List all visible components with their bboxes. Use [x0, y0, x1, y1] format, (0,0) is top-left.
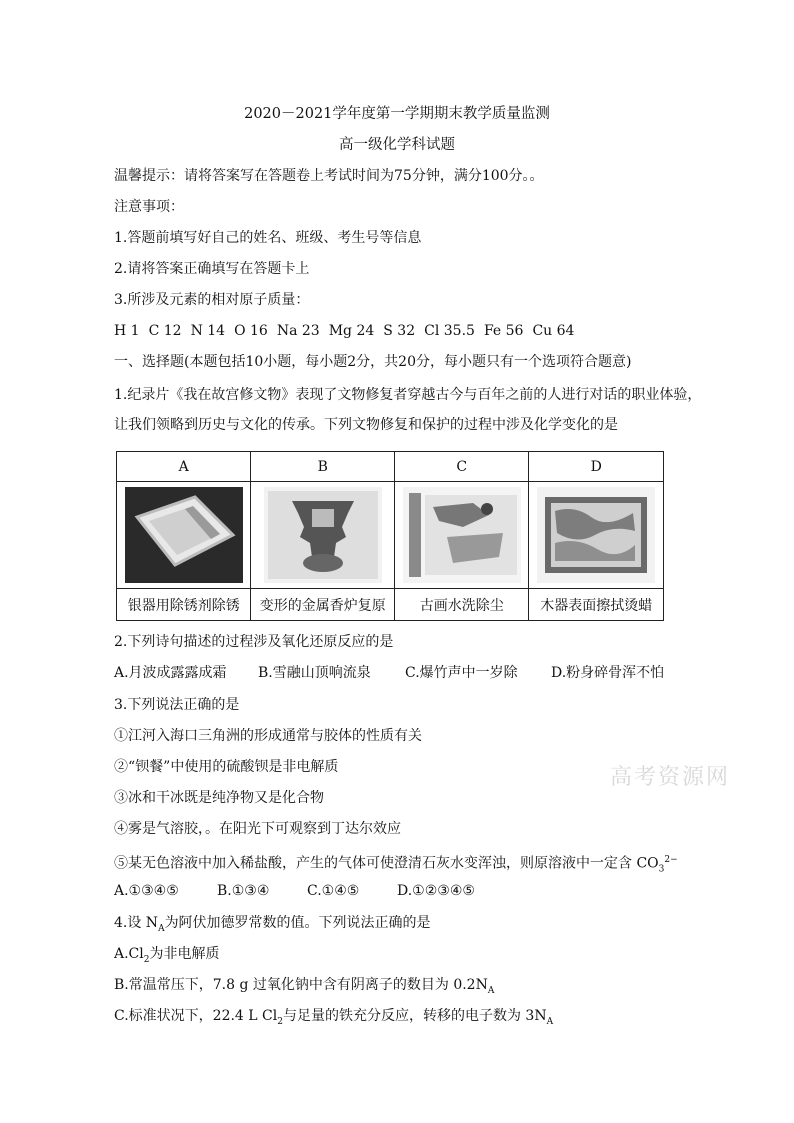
option-caption-b: 变形的金属香炉复原 — [251, 589, 395, 621]
q3-option-a: A.①③④⑤ — [114, 883, 179, 899]
q2-option-c: C.爆竹声中一岁除 — [405, 665, 518, 681]
atomic-mass-item: Mg 24 — [328, 323, 375, 339]
atomic-mass-item: C 12 — [148, 323, 182, 339]
q3-statement-5: ⑤某无色溶液中加入稀盐酸，产生的气体可使澄清石灰水变浑浊，则原溶液中一定含 $CO_3^{2-}$ — [114, 855, 678, 875]
atomic-mass-item: Na 23 — [276, 323, 320, 339]
exam-subtitle: 高一级化学科试题 — [339, 137, 455, 153]
q3-option-b: B.①③④ — [217, 883, 270, 899]
notice-tip: 温馨提示：请将答案写在答题卷上考试时间为75分钟，满分100分。。 — [114, 168, 544, 184]
q4-option-c: C.标准状况下，22.4 L $Cl_2$与足量的铁充分反应，转移的电子数为 $3N_A$ — [114, 1008, 554, 1027]
option-header-a: A — [117, 452, 251, 482]
atomic-mass-item: Fe 56 — [483, 323, 524, 339]
atomic-mass-item: N 14 — [190, 323, 226, 339]
q3-stem: 3.下列说法正确的是 — [114, 697, 240, 713]
atomic-mass-item: H 1 — [114, 323, 140, 339]
notice-item-2: 2.请将答案正确填写在答题卡上 — [114, 261, 310, 277]
option-header-d: D — [529, 452, 664, 482]
option-header-b: B — [251, 452, 395, 482]
atomic-mass-item: O 16 — [234, 323, 268, 339]
wooden-object-photo — [537, 487, 655, 583]
q4-stem: 4.设 $N_A$为阿伏加德罗常数的值。下列说法正确的是 — [114, 915, 431, 934]
q3-statement-4: ④雾是气溶胶，。在阳光下可观察到丁达尔效应 — [114, 821, 401, 837]
section-heading: 一、选择题(本题包括10小题，每小题2分，共20分，每小题只有一个选项符合题意) — [114, 354, 632, 370]
option-caption-a: 银器用除锈剂除锈 — [117, 589, 251, 621]
option-caption-c: 古画水洗除尘 — [395, 589, 529, 621]
option-header-c: C — [395, 452, 529, 482]
notice-heading: 注意事项： — [114, 199, 184, 215]
q2-option-b: B.雪融山顶响流泉 — [258, 665, 371, 681]
silverware-photo — [125, 487, 243, 583]
q3-option-c: C.①④⑤ — [307, 883, 360, 899]
notice-item-1: 1.答题前填写好自己的姓名、班级、考生号等信息 — [114, 230, 422, 246]
incense-burner-photo — [264, 487, 382, 583]
q1-stem-line2: 让我们领略到历史与文化的传承。下列文物修复和保护的过程中涉及化学变化的是 — [114, 417, 618, 433]
q3-option-d: D.①②③④⑤ — [397, 883, 475, 899]
atomic-mass-item: S 32 — [383, 323, 416, 339]
q3-statement-3: ③冰和干冰既是纯净物又是化合物 — [114, 790, 324, 806]
artifact-table — [116, 451, 664, 621]
q2-option-d: D.粉身碎骨浑不怕 — [551, 665, 665, 681]
q3-statement-2: ②“钡餐”中使用的硫酸钡是非电解质 — [114, 759, 339, 775]
exam-title: 2020－2021学年度第一学期期末教学质量监测 — [244, 106, 550, 122]
q4-option-a: $A.Cl_2$为非电解质 — [114, 946, 220, 965]
notice-item-3: 3.所涉及元素的相对原子质量： — [114, 292, 310, 308]
q3-statement-1: ①江河入海口三角洲的形成通常与胶体的性质有关 — [114, 728, 422, 744]
atomic-mass-list — [114, 321, 583, 341]
ancient-painting-photo — [403, 487, 521, 583]
option-caption-d: 木器表面擦拭烫蜡 — [529, 589, 664, 621]
watermark-text: 高考资源网 — [610, 765, 731, 790]
atomic-mass-item: Cu 64 — [532, 323, 575, 339]
atomic-mass-item: Cl 35.5 — [424, 323, 475, 339]
q2-option-a: A.月波成露露成霜 — [114, 665, 227, 681]
q4-option-b: B.常温常压下，7.8 g 过氧化钠中含有阴离子的数目为 $0.2N_A$ — [114, 977, 495, 996]
q2-stem: 2.下列诗句描述的过程涉及氧化还原反应的是 — [114, 634, 394, 650]
q1-stem-line1: 1.纪录片《我在故宫修文物》表现了文物修复者穿越古今与百年之前的人进行对话的职业体验， — [114, 387, 702, 403]
